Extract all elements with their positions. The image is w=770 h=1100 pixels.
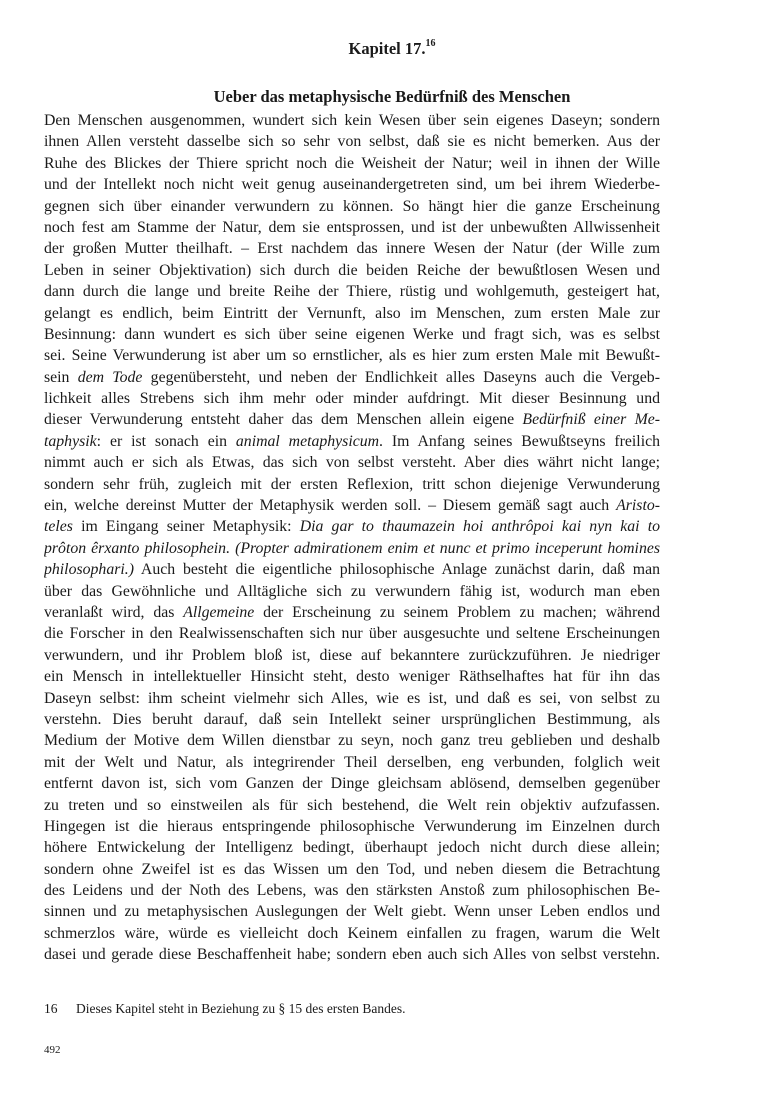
text-line: der großen Mutter theilhaft. – Erst nachdem das innere Wesen der Natur (der Wille zum bbox=[44, 240, 660, 258]
chapter-title-text: Kapitel 17. bbox=[348, 39, 426, 58]
italic-text: prôton êrxanto philosophein. (Propter admirationem enim et nunc et primo inceperunt homines bbox=[44, 539, 660, 557]
text-line: sei. Seine Verwunderung ist aber um so ernstlicher, als es hier zum ersten Male mit Bewußt- bbox=[44, 347, 660, 365]
text-line: ein Mensch in intellektueller Hinsicht steht, desto weniger Räthselhaftes hat für ihn das bbox=[44, 668, 660, 686]
text-line: verstehn. Dies beruht darauf, daß sein Intellekt seiner ursprünglichen Bestimmung, als bbox=[44, 710, 660, 728]
text-line: ihnen Allen versteht dasselbe sich so sehr von selbst, daß sie es nicht bemerken. Aus der bbox=[44, 133, 660, 151]
text-line: Hingegen ist die hieraus entspringende philosophische Verwunderung im Einzelnen durch bbox=[44, 817, 660, 835]
italic-text: Bedürfniß einer Me- bbox=[522, 411, 660, 429]
text-line: sein dem Tode gegenübersteht, und neben der Endlichkeit alles Daseyns auch die Vergeb- bbox=[44, 368, 660, 386]
text-line: dasei und gerade diese Beschaffenheit habe; sondern eben auch sich Alles von selbst verstehn. bbox=[44, 946, 660, 964]
text-line: veranlaßt wird, das Allgemeine der Erscheinung zu seinem Problem zu machen; während bbox=[44, 603, 660, 621]
footnote-number: 16 bbox=[44, 1001, 58, 1016]
body-text bbox=[44, 110, 660, 966]
text-line: gegnen sich über einander verwundern zu können. So hängt hier die ganze Erscheinung bbox=[44, 197, 660, 215]
italic-text: dem Tode bbox=[77, 368, 143, 386]
text-line: sinnen und zu metaphysischen Auslegungen der Welt giebt. Wenn unser Leben endlos und bbox=[44, 903, 660, 921]
italic-text: animal metaphysicum bbox=[235, 432, 380, 450]
text-line: entfernt davon ist, sich vom Ganzen der Dinge gleichsam ablösend, demselben gegenüber bbox=[44, 775, 660, 793]
text-line: Daseyn selbst: ihm scheint vielmehr sich Alles, wie es ist, und daß es sei, von selbst zu bbox=[44, 689, 660, 707]
text-line: über das Gewöhnliche und Alltägliche sich zu verwundern fähig ist, wodurch man eben bbox=[44, 582, 660, 600]
text-line: lichkeit alles Strebens sich ihm mehr oder minder aufdringt. Mit dieser Besinnung und bbox=[44, 390, 660, 408]
section-title: Ueber das metaphysische Bedürfniß des Menschen bbox=[213, 87, 571, 106]
text-line: höhere Entwickelung der Intelligenz bedingt, überhaupt jedoch nicht durch diese allein; bbox=[44, 839, 660, 857]
italic-text: Allgemeine bbox=[183, 603, 255, 621]
text-line: taphysik: er ist sonach ein animal metaphysicum. Im Anfang seines Bewußtseyns freilich bbox=[44, 432, 660, 450]
text-line: gelangt es endlich, beim Eintritt der Vernunft, also im Menschen, zum ersten Male zur bbox=[44, 304, 660, 322]
text-line: mit der Welt und Natur, als integrirender Theil derselben, eng verbunden, folglich weit bbox=[44, 753, 660, 771]
text-line: Ruhe des Blickes der Thiere spricht noch die Weisheit der Natur; weil in ihnen der Wille bbox=[44, 154, 660, 172]
text-line: Den Menschen ausgenommen, wundert sich kein Wesen über sein eigenes Daseyn; sondern bbox=[44, 112, 660, 129]
text-line: philosophari.) Auch besteht die eigentliche philosophische Anlage zunächst darin, daß man bbox=[44, 561, 660, 579]
text-line: und der Intellekt noch nicht weit genug auseinandergetreten sind, um bei ihrem Wiederbe- bbox=[44, 176, 660, 194]
text-line: Besinnung: dann wundert es sich über seine eigenen Werke und fragt sich, was es selbst bbox=[44, 325, 660, 343]
text-line: zu treten und so einstweilen als für sich bestehend, die Welt rein objektiv aufzufassen. bbox=[44, 796, 660, 814]
italic-text: teles bbox=[44, 518, 73, 536]
text-line: nimmt auch er sich als Etwas, das sich von selbst versteht. Aber dies währt nicht lange; bbox=[44, 454, 660, 472]
text-line: verwundern, und ihr Problem bloß ist, diese auf bekanntere zurückzuführen. Je niedriger bbox=[44, 646, 660, 664]
italic-text: taphysik bbox=[44, 432, 97, 450]
text-line: des Leidens und der Noth des Lebens, was den stärksten Anstoß zum philosophischen Be- bbox=[44, 882, 660, 900]
text-line: Medium der Motive dem Willen dienstbar zu seyn, noch ganz treu geblieben und deshalb bbox=[44, 732, 660, 750]
page bbox=[44, 38, 660, 966]
text-line: sondern sehr früh, zugleich mit der ersten Reflexion, tritt schon diejenige Verwunderung bbox=[44, 475, 660, 493]
text-line: teles im Eingang seiner Metaphysik: Dia gar to thaumazein hoi anthrôpoi kai nyn kai to bbox=[44, 518, 660, 536]
text-line: die Forscher in den Realwissenschaften sich nur über ausgesuchte und seltene Erscheinungen bbox=[44, 625, 660, 643]
italic-text: Aristo- bbox=[616, 497, 660, 515]
italic-text: philosophari.) bbox=[44, 561, 134, 579]
text-line: dieser Verwunderung entsteht daher das dem Menschen allein eigene Bedürfniß einer Me- bbox=[44, 411, 660, 429]
chapter-title bbox=[44, 38, 660, 60]
footnote bbox=[44, 1000, 406, 1018]
text-line bbox=[44, 538, 660, 559]
text-line: Leben in seiner Objektivation) sich durch die beiden Reiche der bewußtlosen Wesen und bbox=[44, 261, 660, 279]
italic-text: Dia gar to thaumazein hoi anthrôpoi kai nyn kai to bbox=[299, 518, 660, 536]
footnote-reference[interactable]: 16 bbox=[425, 37, 436, 49]
text-line: dann durch die lange und breite Reihe der Thiere, rüstig und wohlgemuth, gesteigert hat, bbox=[44, 283, 660, 301]
text-line: noch fest am Stamme der Natur, dem sie entsprossen, und ist der unbewußten Allwissenheit bbox=[44, 218, 660, 236]
text-line: sondern ohne Zweifel ist es das Wissen um den Tod, und neben diesem die Betrachtung bbox=[44, 860, 660, 878]
text-line: ein, welche dereinst Mutter der Metaphysik werden soll. – Diesem gemäß sagt auch Aristo- bbox=[44, 497, 660, 515]
footnote-text: Dieses Kapitel steht in Beziehung zu § 15 des ersten Bandes. bbox=[76, 1001, 406, 1016]
page-number: 492 bbox=[44, 1044, 61, 1056]
text-line: schmerzlos wäre, würde es vielleicht doch Keinem einfallen zu fragen, warum die Welt bbox=[44, 924, 660, 942]
